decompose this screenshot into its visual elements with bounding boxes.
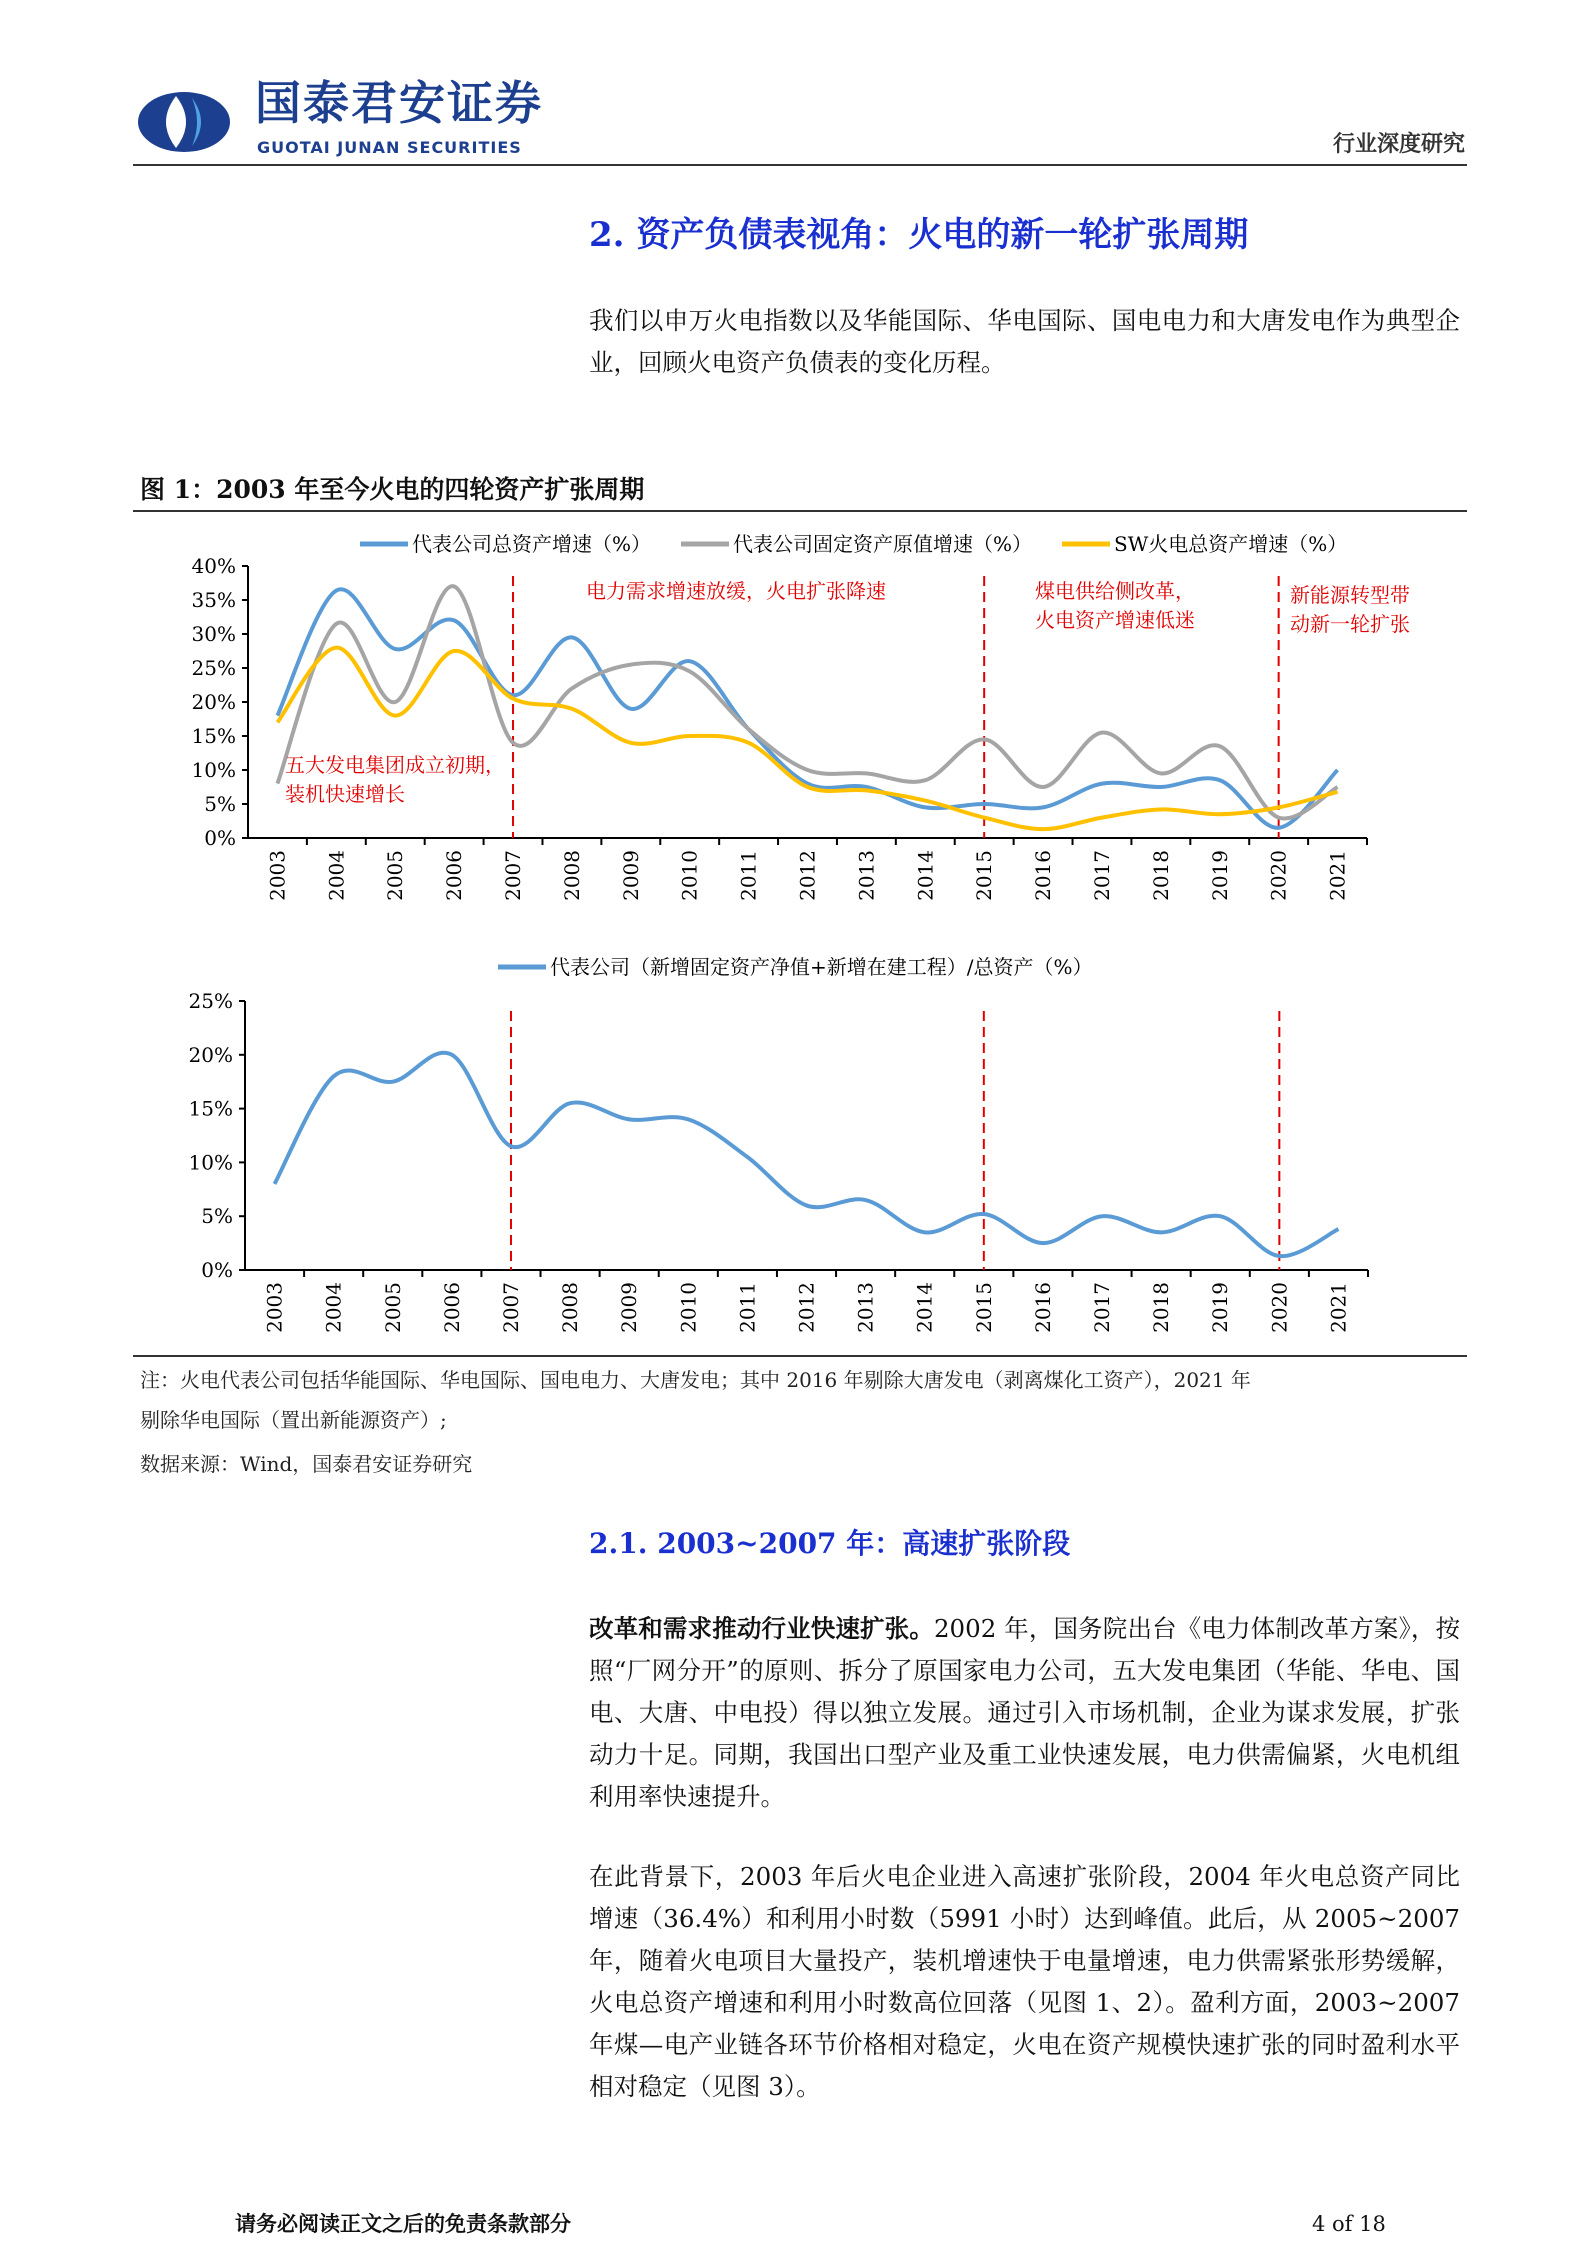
figure-title: 图 1：2003 年至今火电的四轮资产扩张周期: [140, 475, 645, 504]
x-tick-label: 2007: [501, 850, 526, 901]
logo-icon: [136, 90, 232, 154]
y-tick-label: 30%: [191, 622, 236, 646]
x-tick-label: 2018: [1148, 850, 1173, 901]
page-number: 4 of 18: [1312, 2212, 1386, 2236]
legend-label: 代表公司（新增固定资产净值+新增在建工程）/总资产（%）: [550, 955, 1093, 979]
y-tick-label: 20%: [188, 1042, 233, 1067]
period-annotation: 火电资产增速低迷: [1035, 608, 1195, 632]
x-tick-label: 2006: [439, 1282, 464, 1333]
x-tick-label: 2008: [559, 850, 584, 901]
y-tick-label: 15%: [191, 724, 236, 748]
y-tick-label: 0%: [201, 1258, 233, 1282]
x-tick-label: 2010: [676, 1282, 701, 1333]
paragraph-1-body: 2002 年，国务院出台《电力体制改革方案》，按照“厂网分开”的原则、拆分了原国家电力公司，五大发电集团（华能、华电、国电、大唐、中电投）得以独立发展。通过引入市场机制，企业为谋求发展，扩张动力十足。同期，我国出口型产业及重工业快速发展，电力供需偏紧，火电机组利用率快速提升。: [589, 1614, 1461, 1811]
logo-text: 国泰君安证券: [255, 76, 543, 130]
x-tick-label: 2003: [265, 850, 290, 901]
chart-new-assets-ratio: [0, 940, 1587, 1340]
x-tick-label: 2019: [1208, 1282, 1233, 1333]
x-tick-label: 2009: [617, 1282, 642, 1333]
legend-label: SW火电总资产增速（%）: [1114, 532, 1348, 556]
section-title: 2. 资产负债表视角：火电的新一轮扩张周期: [589, 215, 1249, 255]
y-tick-label: 10%: [191, 758, 236, 782]
y-tick-label: 20%: [191, 690, 236, 714]
chart-asset-growth: [0, 520, 1587, 920]
x-tick-label: 2015: [972, 850, 997, 901]
paragraph-1: [589, 1608, 1460, 1818]
series-line: [277, 648, 1337, 830]
figure-top-divider: [133, 510, 1467, 512]
y-tick-label: 40%: [191, 554, 236, 578]
x-tick-label: 2013: [854, 850, 879, 901]
paragraph-1-lead: 改革和需求推动行业快速扩张。: [589, 1614, 934, 1643]
x-tick-label: 2003: [262, 1282, 287, 1333]
x-tick-label: 2005: [383, 850, 408, 901]
paragraph-2: 在此背景下，2003 年后火电企业进入高速扩张阶段，2004 年火电总资产同比增速（36.4%）和利用小时数（5991 小时）达到峰值。此后，从 2005~2007 年，随着火电项目大量投产，装机增速快于电量增速，电力供需紧张形势缓解，火电总资产增速和利用小时数高位回落（见图 1、2）。盈利方面，2003~2007 年煤—电产业链各环节价格相对稳定，火电在资产规模快速扩张的同时盈利水平相对稳定（见图 3）。: [589, 1862, 1460, 2101]
x-tick-label: 2013: [853, 1282, 878, 1333]
x-tick-label: 2007: [498, 1282, 523, 1333]
period-annotation: 装机快速增长: [285, 782, 405, 806]
x-tick-label: 2018: [1149, 1282, 1174, 1333]
x-tick-label: 2016: [1030, 1282, 1055, 1333]
figure-source: 数据来源：Wind，国泰君安证券研究: [140, 1452, 473, 1476]
y-tick-label: 15%: [188, 1096, 233, 1121]
intro-paragraph: 我们以申万火电指数以及华能国际、华电国际、国电电力和大唐发电作为典型企业，回顾火电资产负债表的变化历程。: [589, 306, 1460, 377]
y-tick-label: 25%: [188, 989, 233, 1013]
period-annotation: 电力需求增速放缓，火电扩张降速: [586, 579, 886, 603]
x-tick-label: 2014: [912, 1282, 937, 1333]
y-tick-label: 5%: [204, 792, 236, 816]
x-tick-label: 2021: [1325, 850, 1350, 901]
y-tick-label: 10%: [188, 1150, 233, 1175]
x-tick-label: 2011: [735, 1282, 760, 1333]
figure-bottom-divider: [133, 1355, 1467, 1357]
report-type: 行业深度研究: [1332, 131, 1465, 157]
x-tick-label: 2020: [1267, 1282, 1292, 1333]
y-tick-label: 25%: [191, 656, 236, 680]
disclaimer-note: 请务必阅读正文之后的免责条款部分: [235, 2211, 571, 2236]
period-annotation: 煤电供给侧改革，: [1035, 579, 1195, 603]
x-tick-label: 2012: [795, 850, 820, 901]
period-annotation: 五大发电集团成立初期，: [285, 753, 505, 777]
x-tick-label: 2004: [321, 1282, 346, 1333]
x-tick-label: 2017: [1089, 850, 1114, 901]
x-tick-label: 2008: [558, 1282, 583, 1333]
x-tick-label: 2011: [736, 850, 761, 901]
x-tick-label: 2010: [677, 850, 702, 901]
figure-note-1: 注：火电代表公司包括华能国际、华电国际、国电电力、大唐发电；其中 2016 年剔除大唐发电（剥离煤化工资产），2021 年: [140, 1368, 1251, 1392]
legend-label: 代表公司总资产增速（%）: [412, 532, 652, 556]
x-tick-label: 2004: [324, 850, 349, 901]
figure-note-2: 剔除华电国际（置出新能源资产）;: [140, 1408, 447, 1432]
x-tick-label: 2006: [442, 850, 467, 901]
header-divider: [133, 164, 1467, 166]
x-tick-label: 2012: [794, 1282, 819, 1333]
y-tick-label: 35%: [191, 588, 236, 612]
series-line: [275, 1053, 1339, 1256]
x-tick-label: 2020: [1266, 850, 1291, 901]
logo-english: GUOTAI JUNAN SECURITIES: [257, 138, 522, 157]
period-annotation: 新能源转型带: [1290, 583, 1410, 607]
y-tick-label: 5%: [201, 1204, 233, 1229]
x-tick-label: 2017: [1090, 1282, 1115, 1333]
x-tick-label: 2021: [1326, 1282, 1351, 1333]
subsection-title: 2.1. 2003~2007 年：高速扩张阶段: [589, 1527, 1071, 1560]
x-tick-label: 2015: [971, 1282, 996, 1333]
y-tick-label: 0%: [204, 826, 236, 850]
x-tick-label: 2019: [1207, 850, 1232, 901]
x-tick-label: 2016: [1031, 850, 1056, 901]
legend-label: 代表公司固定资产原值增速（%）: [733, 532, 1033, 556]
x-tick-label: 2009: [618, 850, 643, 901]
x-tick-label: 2014: [913, 850, 938, 901]
period-annotation: 动新一轮扩张: [1290, 612, 1410, 636]
x-tick-label: 2005: [380, 1282, 405, 1333]
